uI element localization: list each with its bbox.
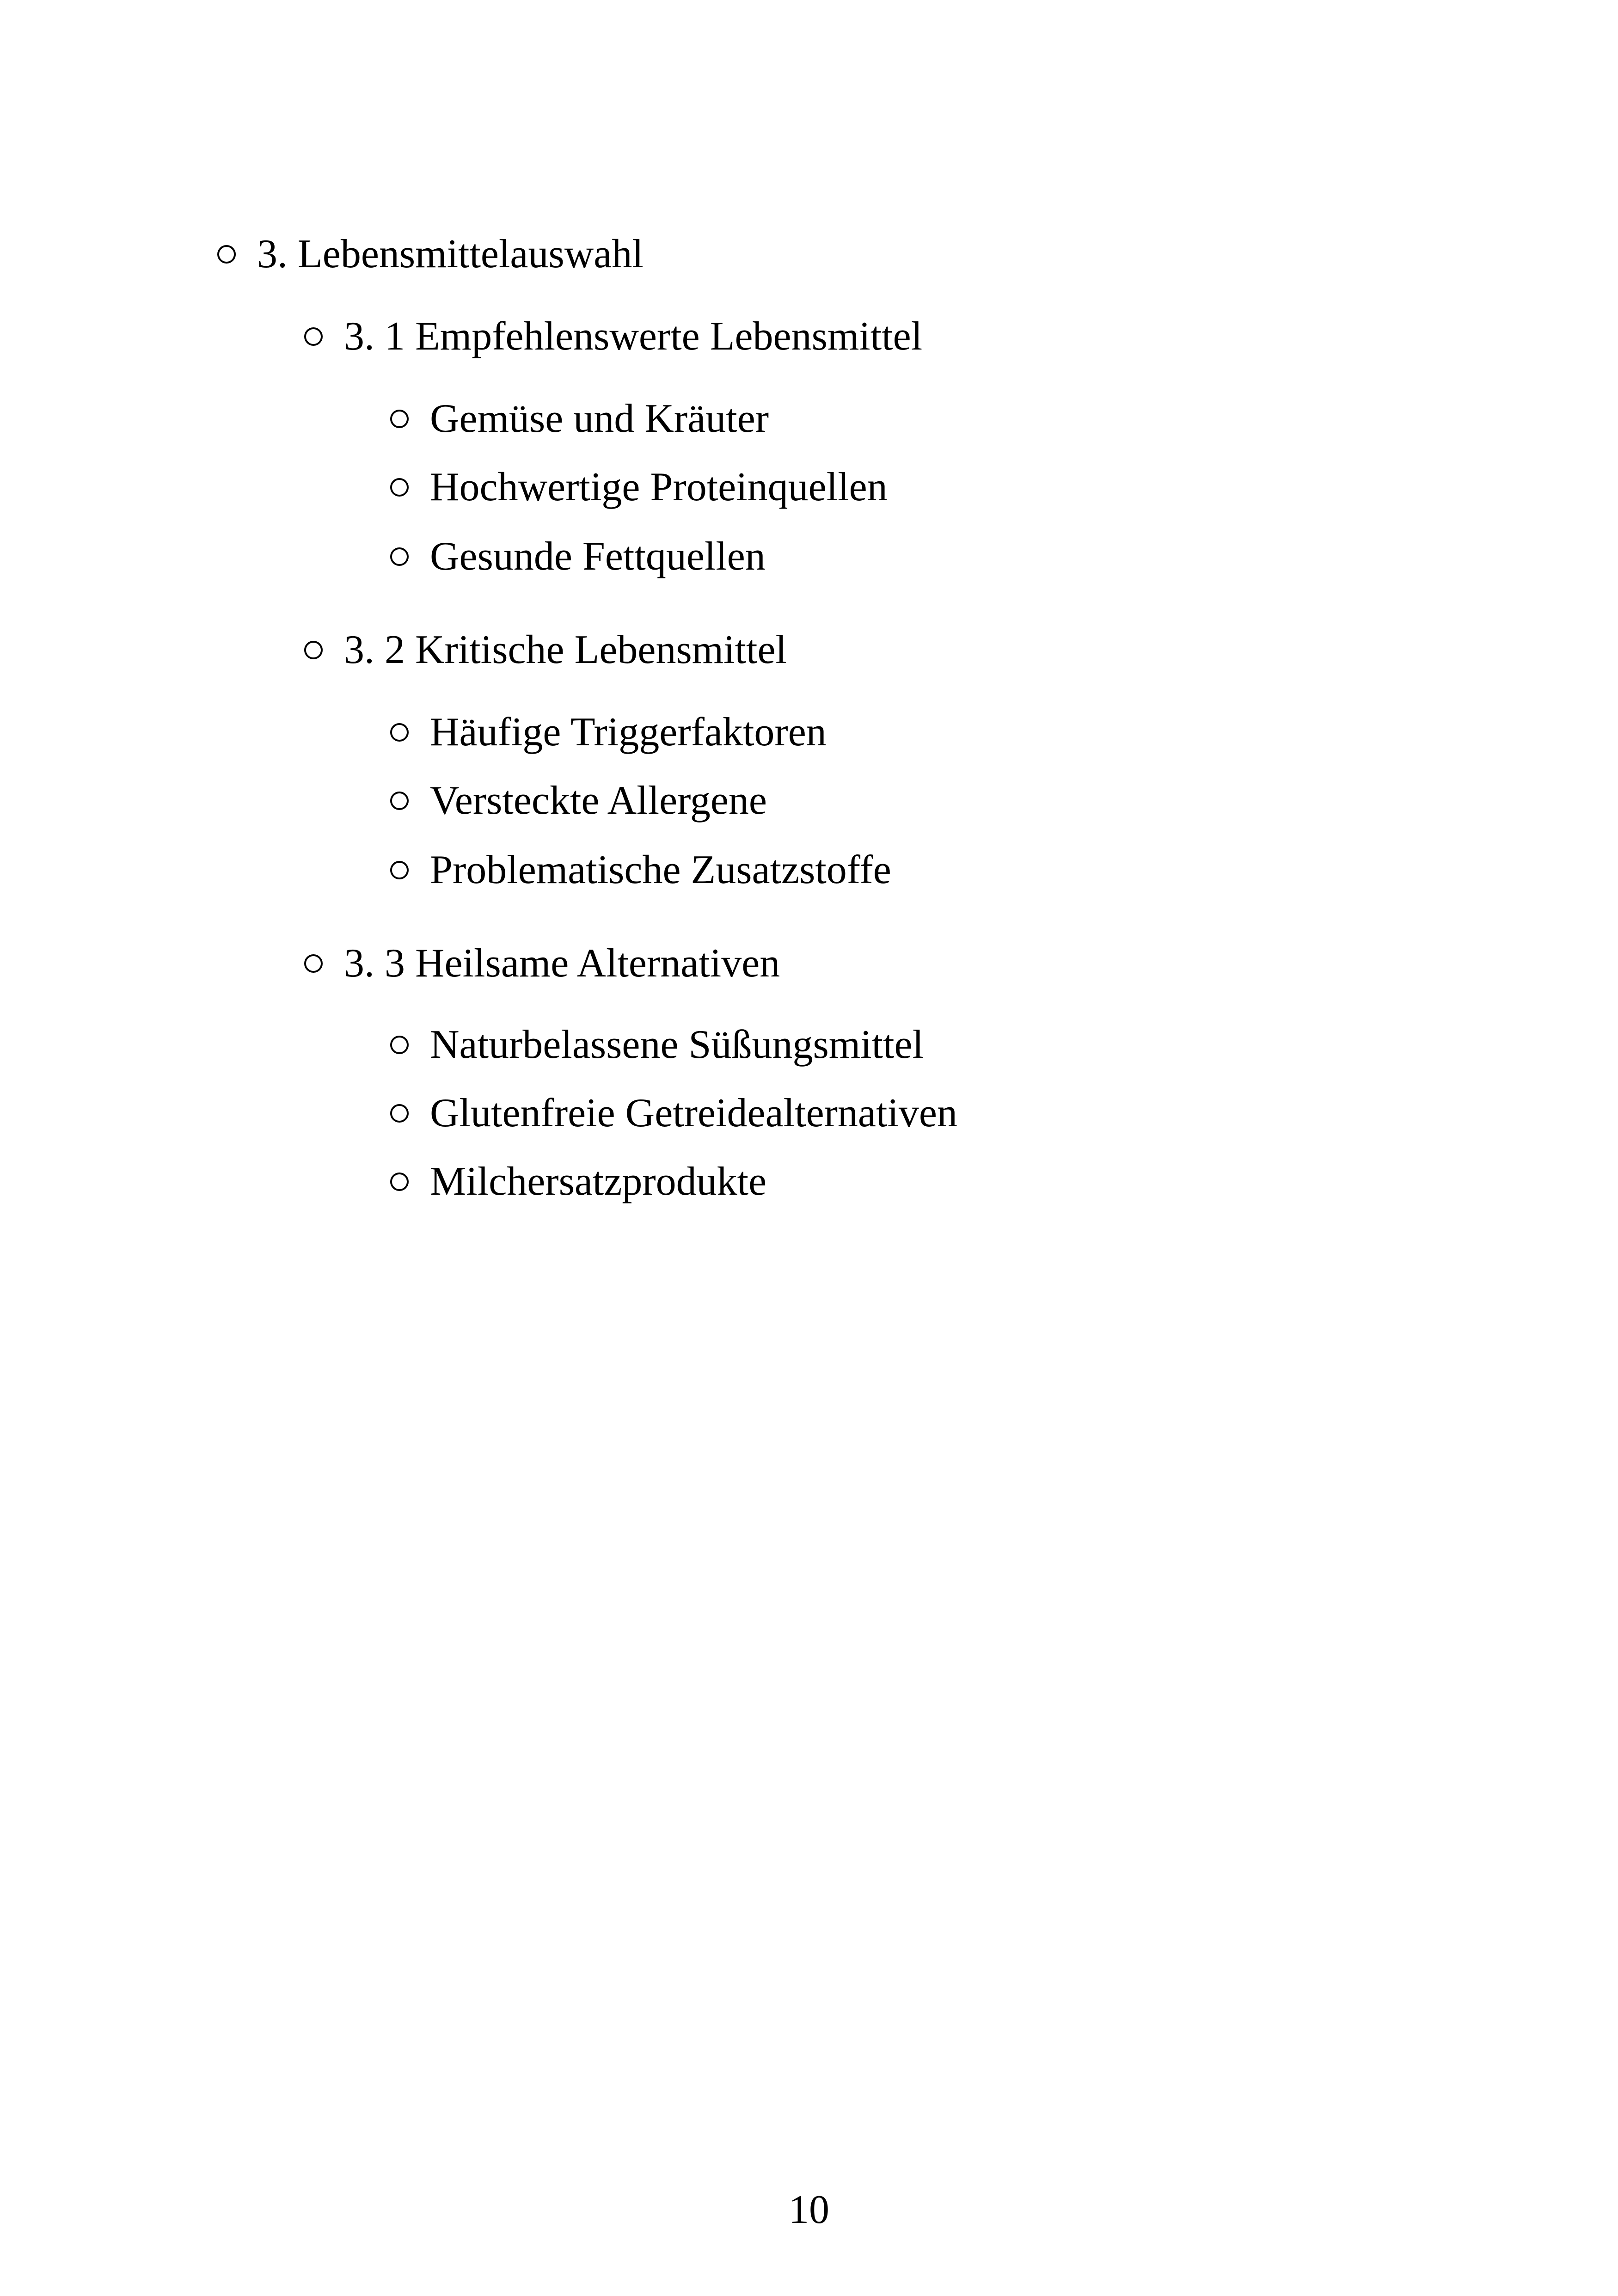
- subsection-item: Glutenfreie Getreidealternativen: [430, 1091, 957, 1136]
- circle-bullet-icon: [390, 478, 409, 497]
- outline-item-level3: [390, 467, 888, 508]
- outline-item-level3: [390, 396, 769, 441]
- subsection-item: Problematische Zusatzstoffe: [430, 847, 891, 892]
- outline-item-level3: [390, 780, 767, 821]
- outline-item-level3: [390, 1161, 766, 1202]
- page-number: 10: [789, 2187, 829, 2232]
- section-title: 3. 2 Kritische Lebensmittel: [344, 627, 787, 672]
- circle-bullet-icon: [390, 1173, 409, 1191]
- outline-item-level3: [390, 712, 827, 753]
- circle-bullet-icon: [390, 410, 409, 428]
- outline-item-level1: [217, 234, 644, 275]
- circle-bullet-icon: [390, 547, 409, 566]
- outline-item-level3: [390, 536, 766, 577]
- outline-item-level2: [304, 627, 787, 672]
- outline-item-level2: [304, 316, 922, 357]
- subsection-item: Gemüse und Kräuter: [430, 396, 769, 441]
- circle-bullet-icon: [390, 861, 409, 879]
- circle-bullet-icon: [304, 327, 323, 346]
- outline-item-level3: [390, 1093, 957, 1134]
- chapter-title: 3. Lebensmittelauswahl: [257, 232, 644, 276]
- circle-bullet-icon: [217, 245, 236, 264]
- subsection-item: Naturbelassene Süßungsmittel: [430, 1022, 924, 1067]
- circle-bullet-icon: [304, 954, 323, 973]
- subsection-item: Hochwertige Proteinquellen: [430, 465, 888, 510]
- circle-bullet-icon: [390, 792, 409, 810]
- outline-item-level2: [304, 943, 780, 984]
- circle-bullet-icon: [390, 1036, 409, 1054]
- subsection-item: Gesunde Fettquellen: [430, 534, 766, 579]
- outline-item-level3: [390, 1022, 924, 1067]
- subsection-item: Versteckte Allergene: [430, 778, 767, 823]
- circle-bullet-icon: [304, 641, 323, 659]
- section-title: 3. 1 Empfehlenswerte Lebensmittel: [344, 314, 923, 359]
- outline-item-level3: [390, 847, 891, 892]
- section-title: 3. 3 Heilsame Alternativen: [344, 941, 780, 986]
- circle-bullet-icon: [390, 1104, 409, 1123]
- subsection-item: Milchersatzprodukte: [430, 1159, 767, 1204]
- subsection-item: Häufige Triggerfaktoren: [430, 710, 827, 755]
- circle-bullet-icon: [390, 723, 409, 742]
